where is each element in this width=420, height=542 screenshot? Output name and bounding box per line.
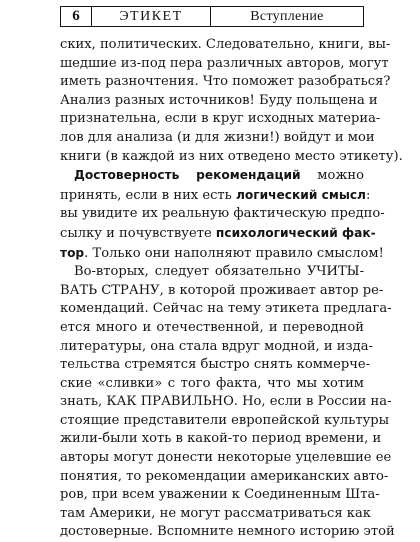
text-line: знать, КАК ПРАВИЛЬНО. Но, если в России на- xyxy=(60,394,392,410)
text-line: понятия, то рекомендации американских авто- xyxy=(60,468,389,484)
text-line: литературы, она стала вдруг модной, и издa- xyxy=(60,338,373,354)
section-title: ЭТИКЕТ xyxy=(92,7,211,26)
text-line: ется много и отечественной, и переводной xyxy=(60,319,364,335)
text-line: там Америки, не могут рассматриваться как xyxy=(60,505,371,521)
text-line: достоверные. Вспомните немного историю этой xyxy=(60,524,395,540)
bold-term: психологический фак- xyxy=(215,225,376,240)
bold-term: Достоверность рекомендаций xyxy=(74,168,301,183)
text-line: Анализ разных источников! Буду польщена и xyxy=(60,92,378,108)
text-line: жили-были хоть в какой-то период времени, и xyxy=(60,431,382,447)
text-line: лов для анализа (и для жизни!) войдут и мои xyxy=(60,129,375,145)
text-line: шедшие из-под пера различных авторов, могут xyxy=(60,55,389,71)
text-line: ские «сливки» с того факта, что мы хотим xyxy=(60,375,364,391)
bold-term: тор xyxy=(60,245,85,260)
body-text xyxy=(60,36,403,542)
text-line: Достоверность рекомендаций можно xyxy=(74,168,364,184)
text-line: авторы могут донести некоторые уцелевшие ее xyxy=(60,450,392,466)
text-line: Во-вторых, следует обязательно УЧИТЫ- xyxy=(74,264,364,280)
text-line: тельства стремятся быстро снять коммерче- xyxy=(60,357,371,373)
text-line: признательна, если в круг исходных материа- xyxy=(60,111,381,127)
text-line: ских, политических. Следовательно, книги, вы- xyxy=(60,37,391,52)
text-line: тор. Только они наполняют правило смыслом! xyxy=(60,245,384,261)
text-line: стоящие представители европейской культуры xyxy=(60,412,390,428)
running-header xyxy=(60,6,364,27)
page-number: 6 xyxy=(61,7,92,26)
chapter-title: Вступление xyxy=(250,8,324,24)
text-line: книги (в каждой из них отведено место этикету). xyxy=(60,148,403,164)
text-line: ров, при всем уважении к Соединенным Шта- xyxy=(60,487,380,503)
text-line: сылку и почувствуете психологический фак- xyxy=(60,225,376,241)
bold-term: логический смысл xyxy=(235,187,366,202)
text-line: иметь разночтения. Что поможет разобраться? xyxy=(60,74,391,90)
text-line: комендаций. Сейчас на тему этикета предлага- xyxy=(60,301,392,317)
text-line: ВАТЬ СТРАНУ, в которой проживает автор ре- xyxy=(60,282,384,298)
text-line: вы увидите их реальную фактическую предпо- xyxy=(60,206,385,222)
text-line: принять, если в них есть логический смысл: xyxy=(60,187,371,203)
